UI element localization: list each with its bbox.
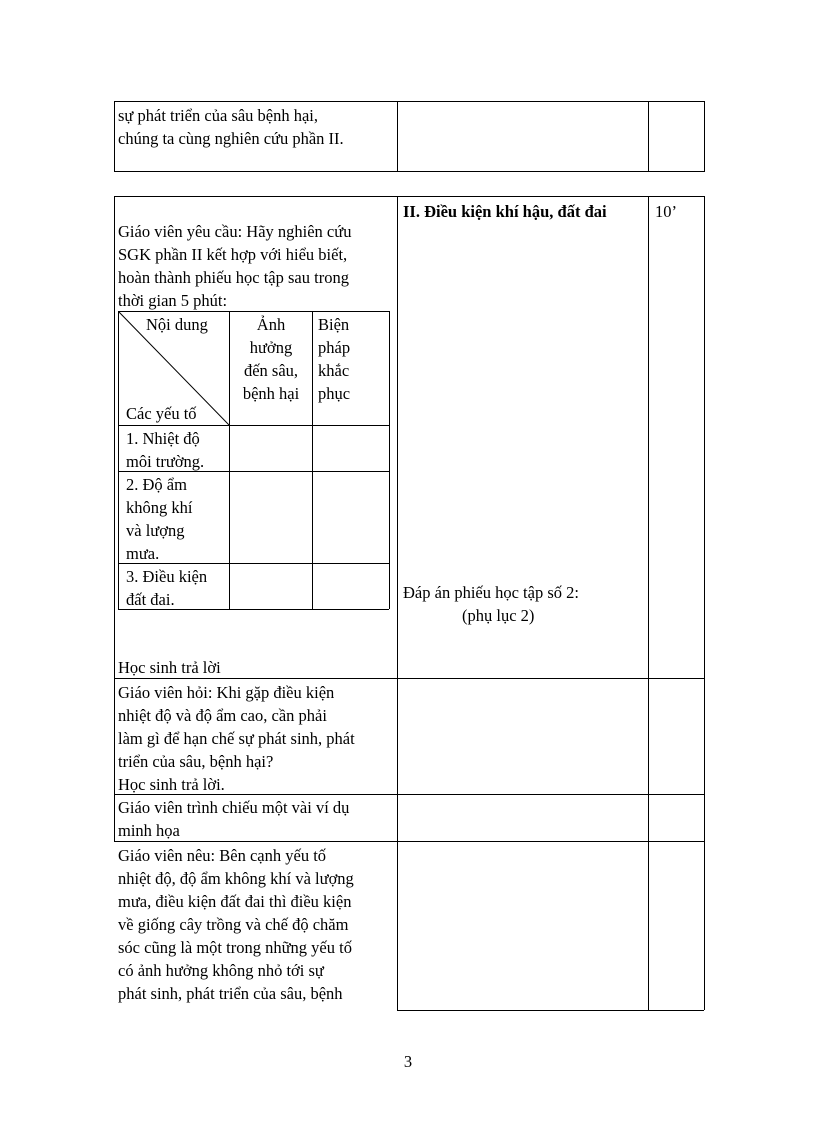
appendix-note: (phụ lục 2) (462, 606, 535, 625)
factor-humidity: 2. Độ ẩm không khí và lượng mưa. (126, 475, 193, 563)
section-heading: II. Điều kiện khí hậu, đất đai (403, 202, 607, 221)
answer-key: Đáp án phiếu học tập số 2: (403, 583, 579, 602)
header-effect: Ảnh hưởng đến sâu, bệnh hại (242, 315, 300, 403)
teacher-presentation: Giáo viên trình chiếu một vài ví dụ minh họa (118, 798, 350, 840)
header-content: Nội dung (146, 315, 208, 334)
teacher-statement: Giáo viên nêu: Bên cạnh yếu tố nhiệt độ, độ ẩm không khí và lượng mưa, điều kiện đất đai thì điều kiện về giống cây trồng và chế độ chăm sóc cũng là một trong những yếu tố có ảnh hưởng không nhỏ tới sự phát sinh, phát triển của sâu, bệnh (118, 846, 354, 1003)
header-factors: Các yếu tố (126, 404, 197, 423)
factor-soil: 3. Điều kiện đất đai. (126, 567, 208, 609)
student-reply: Học sinh trả lời (118, 658, 221, 677)
teacher-question: Giáo viên hỏi: Khi gặp điều kiện nhiệt độ và độ ẩm cao, cần phải làm gì để hạn chế sự phát sinh, phát triển của sâu, bệnh hại? Học sinh trả lời. (118, 683, 355, 794)
teacher-instruction: Giáo viên yêu cầu: Hãy nghiên cứu SGK phần II kết hợp với hiểu biết, hoàn thành phiếu học tập sau trong thời gian 5 phút: (118, 222, 352, 310)
header-measure: Biện pháp khắc phục (318, 315, 351, 403)
factor-temperature: 1. Nhiệt độ môi trường. (126, 429, 205, 471)
time-value: 10’ (655, 202, 677, 221)
top-activity-text: sự phát triển của sâu bệnh hại, chúng ta cùng nghiên cứu phần II. (118, 106, 344, 148)
page-number: 3 (403, 1052, 413, 1071)
